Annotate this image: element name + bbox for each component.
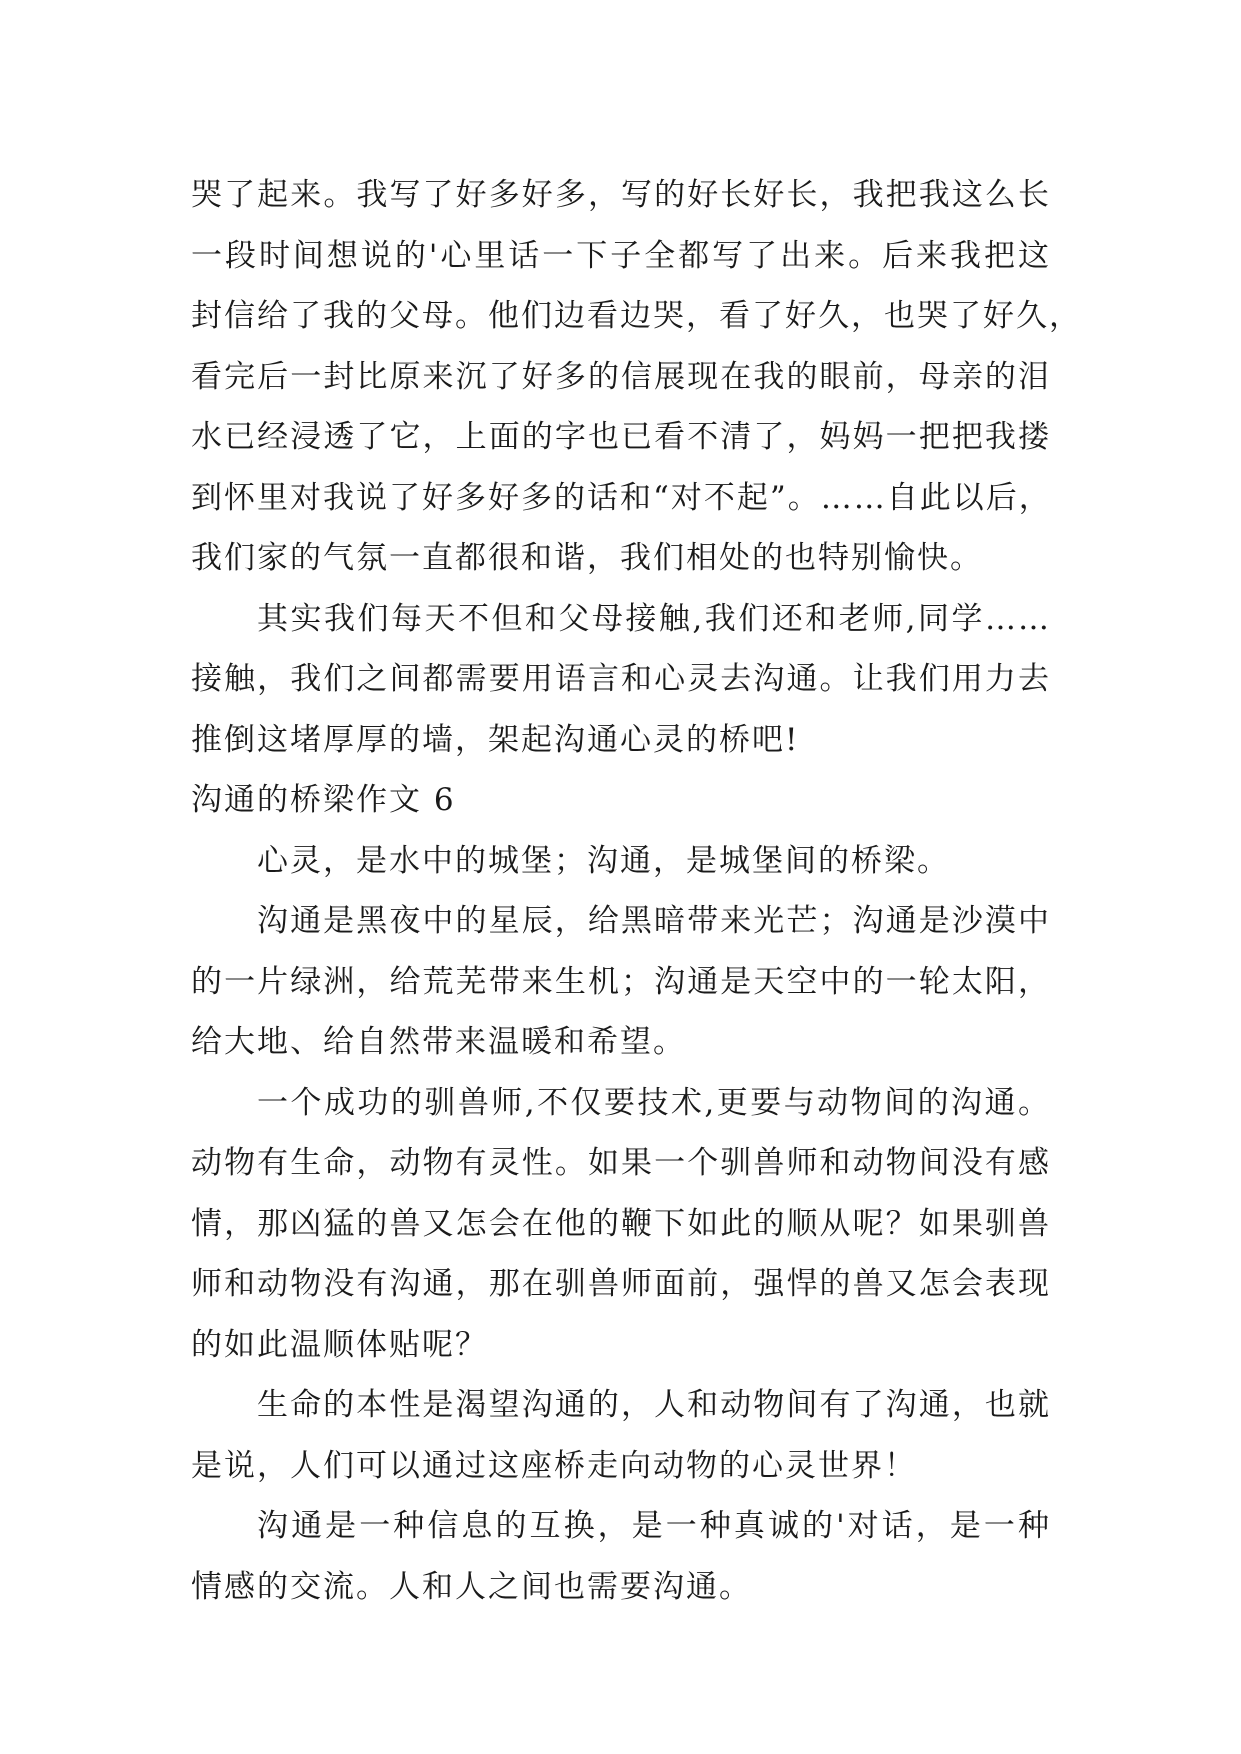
paragraph-first-line: 生命的本性是渴望沟通的，人和动物间有了沟通，也就 [257, 1387, 1051, 1423]
document-body [191, 165, 1082, 1617]
paragraph-first-line: 一个成功的驯兽师,不仅要技术,更要与动物间的沟通。 [257, 1084, 1051, 1121]
text-line: 师和动物没有沟通，那在驯兽师面前，强悍的兽又怎会表现 [191, 1266, 1051, 1302]
text-line: 我们家的气氛一直都很和谐，我们相处的也特别愉快。 [191, 540, 983, 576]
text-line: 看完后一封比原来沉了好多的信展现在我的眼前，母亲的泪 [191, 358, 1051, 395]
text-line: 接触，我们之间都需要用语言和心灵去沟通。让我们用力去 [191, 661, 1051, 697]
text-line: 推倒这堵厚厚的墙，架起沟通心灵的桥吧! [191, 721, 800, 758]
text-line: 的如此温顺体贴呢？ [191, 1326, 488, 1363]
text-line: 动物有生命，动物有灵性。如果一个驯兽师和动物间没有感 [191, 1145, 1051, 1181]
paragraph-first-line: 沟通是一种信息的互换，是一种真诚的'对话，是一种 [257, 1508, 1051, 1544]
text-line: 封信给了我的父母。他们边看边哭，看了好久，也哭了好久， [191, 298, 1082, 334]
text-line: 哭了起来。我写了好多好多，写的好长好长，我把我这么长 [191, 177, 1051, 213]
text-line: 一段时间想说的'心里话一下子全都写了出来。后来我把这 [191, 237, 1051, 274]
text-line: 到怀里对我说了好多好多的话和“对不起”。……自此以后， [191, 479, 1052, 516]
text-line: 情，那凶猛的兽又怎会在他的鞭下如此的顺从呢？如果驯兽 [191, 1205, 1051, 1242]
text-line: 是说，人们可以通过这座桥走向动物的心灵世界！ [191, 1447, 917, 1484]
section-title: 沟通的桥梁作文 6 [191, 782, 456, 818]
paragraph-first-line: 沟通是黑夜中的星辰，给黑暗带来光芒；沟通是沙漠中 [257, 903, 1051, 939]
paragraph-first-line: 心灵，是水中的城堡；沟通，是城堡间的桥梁。 [257, 842, 950, 879]
text-line: 的一片绿洲，给荒芜带来生机；沟通是天空中的一轮太阳， [191, 963, 1051, 1000]
text-line: 水已经浸透了它，上面的字也已看不清了，妈妈一把把我搂 [191, 419, 1051, 455]
text-line: 情感的交流。人和人之间也需要沟通。 [191, 1568, 752, 1605]
paragraph-first-line: 其实我们每天不但和父母接触,我们还和老师,同学…… [257, 600, 1051, 637]
text-line: 给大地、给自然带来温暖和希望。 [191, 1024, 686, 1060]
